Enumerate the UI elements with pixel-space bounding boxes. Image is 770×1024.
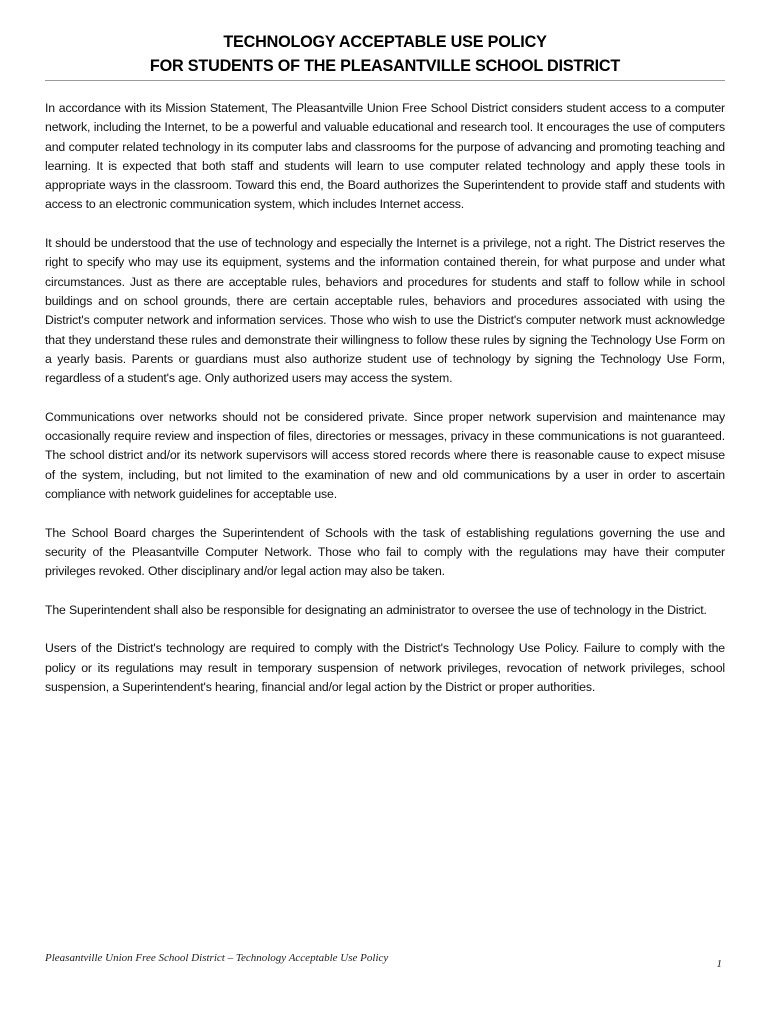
title-divider <box>45 80 725 81</box>
paragraph-privilege: It should be understood that the use of technology and especially the Internet is a privilege, not a right. The District reserves the right to specify who may use its equipment, systems and the information contained therein, for what purpose and under what circumstances. Just as there are acceptable rules, behaviors and procedures for students and staff to follow while in school buildings and on school grounds, there are certain acceptable rules, behaviors and procedures associated with using the District's computer network and information services. Those who wish to use the District's computer network must acknowledge that they understand these rules and demonstrate their willingness to follow these rules by signing the Technology Use Form on a yearly basis. Parents or guardians must also authorize student use of technology by signing the Technology Use Form, regardless of a student's age. Only authorized users may access the system. <box>45 236 725 386</box>
paragraph-compliance: Users of the District's technology are required to comply with the District's Technology Use Policy. Failure to comply with the policy or its regulations may result in temporary suspension of network privileges, revocation of network privileges, school suspension, a Superintendent's hearing, financial and/or legal action by the District or proper authorities. <box>45 641 725 694</box>
page-footer: Pleasantville Union Free School District – Technology Acceptable Use Policy <box>45 952 389 964</box>
paragraph-mission-statement: In accordance with its Mission Statement, The Pleasantville Union Free School District considers student access to a computer network, including the Internet, to be a powerful and valuable educational and research tool. It encourages the use of computers and computer related technology in its computer labs and classrooms for the purpose of advancing and promoting teaching and learning. It is expected that both staff and students will learn to use computer related technology and apply these tools in appropriate ways in the classroom. Toward this end, the Board authorizes the Superintendent to provide staff and students with access to an electronic communication system, which includes Internet access. <box>45 101 725 212</box>
title-line-2: FOR STUDENTS OF THE PLEASANTVILLE SCHOOL DISTRICT <box>149 57 621 75</box>
title-line-1: TECHNOLOGY ACCEPTABLE USE POLICY <box>223 33 547 51</box>
page-number: 1 <box>716 958 722 970</box>
paragraph-privacy: Communications over networks should not be considered private. Since proper network supervision and maintenance may occasionally require review and inspection of files, directories or messages, privacy in these communications is not guaranteed. The school district and/or its network supervisors will access stored records where there is reasonable cause to expect misuse of the system, including, but not limited to the examination of new and old communications by a user in order to ascertain compliance with network guidelines for acceptable use. <box>45 409 725 501</box>
document-body <box>45 99 725 717</box>
paragraph-administrator: The Superintendent shall also be responsible for designating an administrator to oversee the use of technology in the District. <box>45 602 707 617</box>
document-title <box>45 30 725 78</box>
paragraph-regulations: The School Board charges the Superintendent of Schools with the task of establishing regulations governing the use and security of the Pleasantville Computer Network. Those who fail to comply with the regulations may have their computer privileges revoked. Other disciplinary and/or legal action may also be taken. <box>45 525 725 579</box>
